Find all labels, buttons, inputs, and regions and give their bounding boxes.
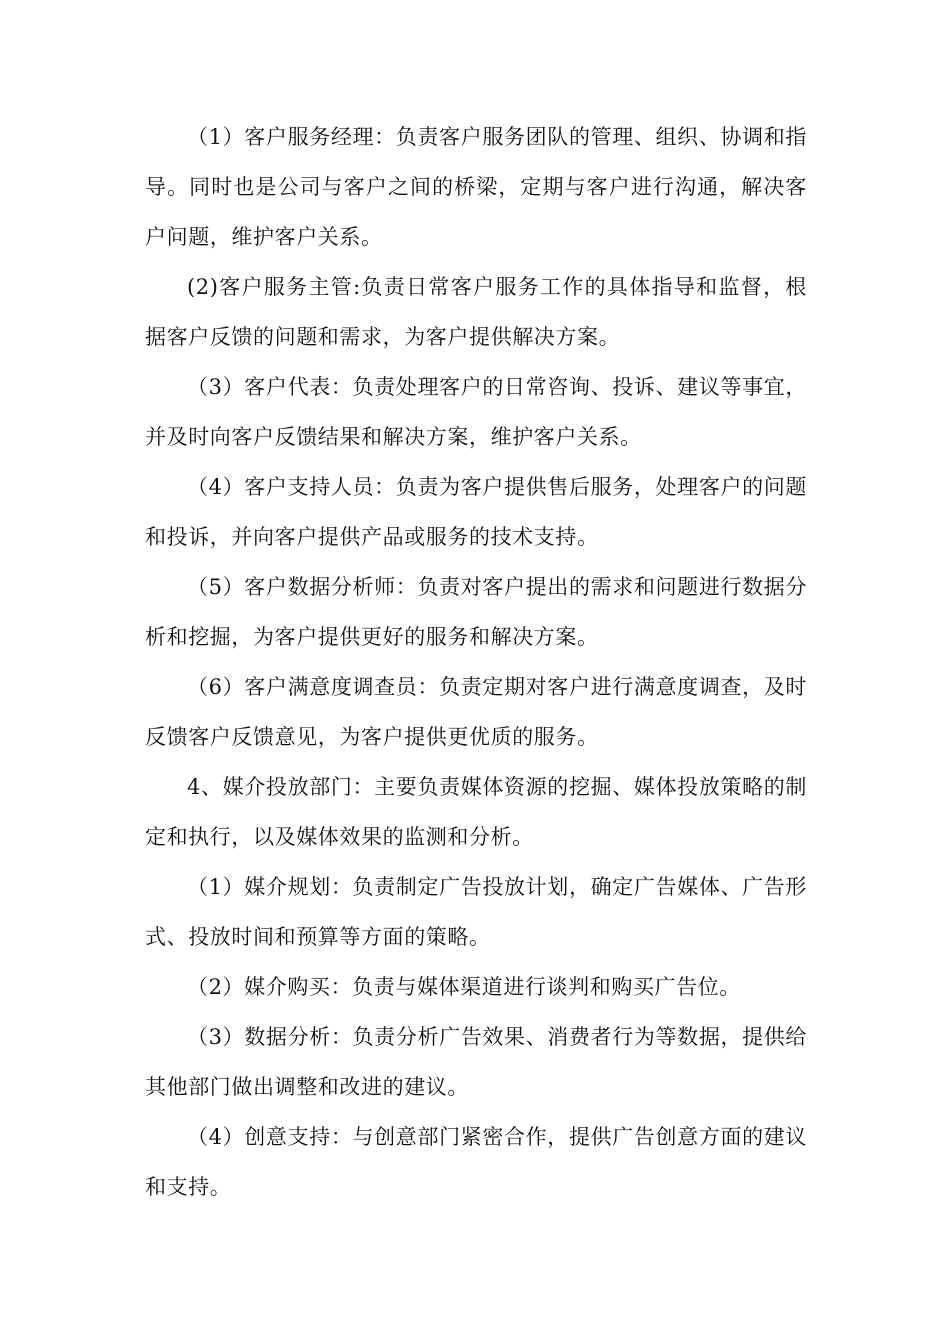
paragraph-media-buying: （2）媒介购买：负责与媒体渠道进行谈判和购买广告位。 [187,975,741,999]
paragraph-media-department: 4、媒介投放部门：主要负责媒体资源的挖掘、媒体投放策略的制定和执行，以及媒体效果的监测和分析。 [145,775,807,849]
paragraph-customer-support-staff: （4）客户支持人员：负责为客户提供售后服务，处理客户的问题和投诉，并向客户提供产品或服务的技术支持。 [145,475,807,549]
paragraph-customer-data-analyst: （5）客户数据分析师：负责对客户提出的需求和问题进行数据分析和挖掘，为客户提供更好的服务和解决方案。 [145,575,807,649]
paragraph-customer-representative: （3）客户代表：负责处理客户的日常咨询、投诉、建议等事宜，并及时向客户反馈结果和解决方案，维护客户关系。 [145,375,807,449]
paragraph-satisfaction-surveyor: （6）客户满意度调查员：负责定期对客户进行满意度调查，及时反馈客户反馈意见，为客户提供更优质的服务。 [145,675,807,749]
document-page [145,112,807,1212]
paragraph-media-planning: （1）媒介规划：负责制定广告投放计划，确定广告媒体、广告形式、投放时间和预算等方面的策略。 [145,875,807,949]
paragraph-data-analysis: （3）数据分析：负责分析广告效果、消费者行为等数据，提供给其他部门做出调整和改进的建议。 [145,1025,807,1099]
paragraph-customer-service-supervisor: (2)客户服务主管:负责日常客户服务工作的具体指导和监督，根据客户反馈的问题和需求，为客户提供解决方案。 [145,275,807,349]
paragraph-creative-support: （4）创意支持：与创意部门紧密合作，提供广告创意方面的建议和支持。 [145,1125,807,1199]
paragraph-customer-service-manager: （1）客户服务经理：负责客户服务团队的管理、组织、协调和指导。同时也是公司与客户之间的桥梁，定期与客户进行沟通，解决客户问题，维护客户关系。 [145,125,807,249]
